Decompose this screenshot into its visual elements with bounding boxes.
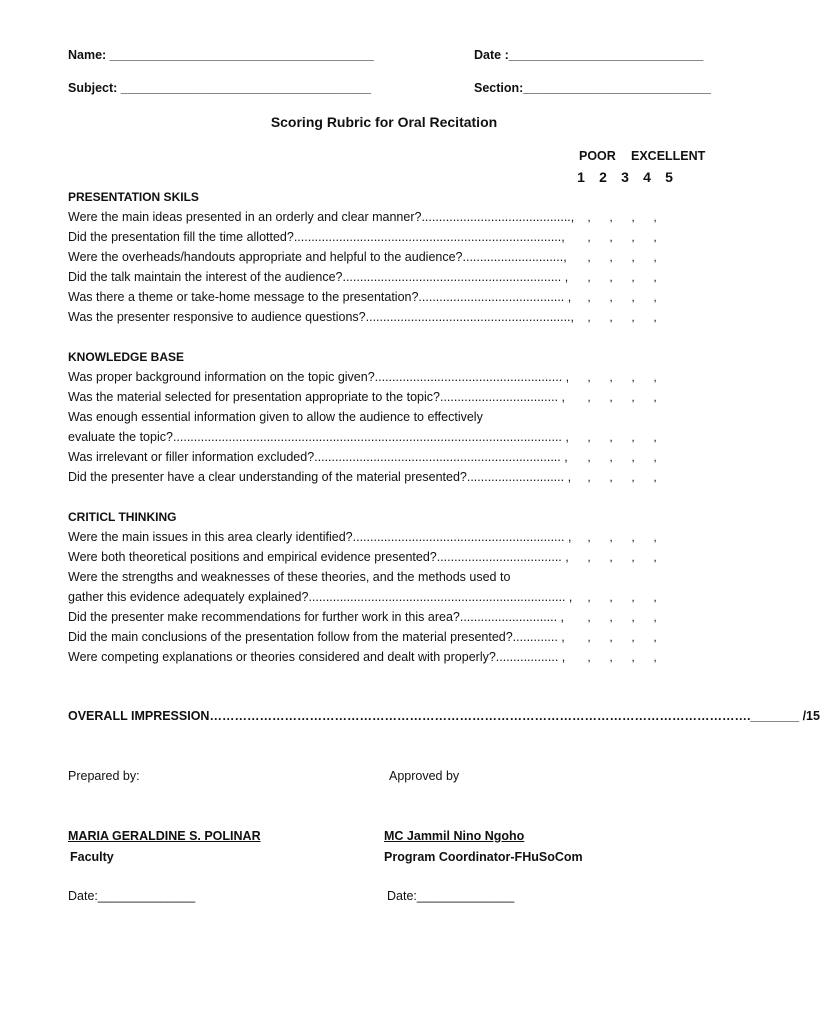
rubric-question: Was there a theme or take-home message to the presentation?.......................................... , — [68, 290, 572, 304]
score-mark[interactable]: , — [653, 290, 657, 304]
rubric-question: Did the presentation fill the time allotted?............................................................................., — [68, 230, 565, 244]
rubric-question: Did the presenter have a clear understanding of the material presented?............................ , — [68, 470, 572, 484]
score-marks[interactable] — [578, 430, 666, 444]
overall-impression: OVERALL IMPRESSION…………………………………………………………………………………………………………………._______ /15 — [68, 709, 820, 723]
score-mark[interactable]: , — [631, 430, 635, 444]
name-field-label: Name: ______________________________________ — [68, 48, 374, 62]
score-mark[interactable]: , — [587, 370, 591, 384]
score-marks[interactable] — [578, 470, 666, 484]
score-mark[interactable]: , — [631, 270, 635, 284]
rubric-question: evaluate the topic?................................................................................................................ , — [68, 430, 569, 444]
score-mark[interactable]: , — [587, 250, 591, 264]
score-marks[interactable] — [578, 290, 666, 304]
score-mark[interactable]: , — [631, 550, 635, 564]
score-mark[interactable]: , — [631, 210, 635, 224]
score-mark[interactable]: , — [587, 210, 591, 224]
approver-date: Date:______________ — [387, 889, 515, 903]
rubric-question: gather this evidence adequately explained?.......................................................................... , — [68, 590, 573, 604]
score-marks[interactable] — [578, 550, 666, 564]
scale-poor-label: POOR — [579, 149, 616, 163]
score-marks[interactable] — [578, 370, 666, 384]
rubric-question: Was irrelevant or filler information excluded?....................................................................... , — [68, 450, 568, 464]
score-marks[interactable] — [578, 630, 666, 644]
score-mark[interactable]: , — [631, 470, 635, 484]
score-mark[interactable]: , — [653, 430, 657, 444]
score-mark[interactable]: , — [587, 450, 591, 464]
score-marks[interactable] — [578, 610, 666, 624]
section-field-label: Section:___________________________ — [474, 81, 712, 95]
score-mark[interactable]: , — [609, 430, 613, 444]
score-mark[interactable]: , — [609, 250, 613, 264]
score-mark[interactable]: , — [609, 630, 613, 644]
score-mark[interactable]: , — [587, 230, 591, 244]
score-marks[interactable] — [578, 530, 666, 544]
rubric-question: Was proper background information on the topic given?...................................................... , — [68, 370, 570, 384]
score-mark[interactable]: , — [587, 390, 591, 404]
score-mark[interactable]: , — [653, 390, 657, 404]
score-marks[interactable] — [578, 230, 666, 244]
score-mark[interactable]: , — [609, 530, 613, 544]
score-marks[interactable] — [578, 270, 666, 284]
score-mark[interactable]: , — [587, 530, 591, 544]
score-marks[interactable] — [578, 590, 666, 604]
score-mark[interactable]: , — [631, 250, 635, 264]
score-mark[interactable]: , — [631, 530, 635, 544]
scale-number: 1 — [577, 169, 585, 185]
prepared-by-label: Prepared by: — [68, 769, 140, 783]
date-field-label: Date :____________________________ — [474, 48, 704, 62]
rubric-question: Was the material selected for presentation appropriate to the topic?.................................. , — [68, 390, 565, 404]
scale-number: 5 — [665, 169, 673, 185]
score-mark[interactable]: , — [653, 590, 657, 604]
preparer-name: MARIA GERALDINE S. POLINAR — [68, 829, 261, 843]
scale-number: 3 — [621, 169, 629, 185]
scale-excellent-label: EXCELLENT — [631, 149, 706, 163]
score-mark[interactable]: , — [587, 650, 591, 664]
approver-role: Program Coordinator-FHuSoCom — [384, 850, 583, 864]
approved-by-label: Approved by — [389, 769, 460, 783]
score-mark[interactable]: , — [653, 230, 657, 244]
score-mark[interactable]: , — [609, 550, 613, 564]
score-mark[interactable]: , — [609, 290, 613, 304]
score-mark[interactable]: , — [653, 650, 657, 664]
score-marks[interactable] — [578, 210, 666, 224]
score-mark[interactable]: , — [631, 450, 635, 464]
score-mark[interactable]: , — [653, 210, 657, 224]
rubric-question: Was enough essential information given to allow the audience to effectively — [68, 410, 483, 424]
rubric-question: Did the talk maintain the interest of the audience?............................................................... , — [68, 270, 569, 284]
scale-numbers — [570, 169, 680, 185]
rubric-question: Were the main ideas presented in an orderly and clear manner?..........................................., — [68, 210, 575, 224]
score-mark[interactable]: , — [609, 370, 613, 384]
score-mark[interactable]: , — [609, 590, 613, 604]
rubric-question: Were the strengths and weaknesses of these theories, and the methods used to — [68, 570, 511, 584]
score-mark[interactable]: , — [587, 430, 591, 444]
score-mark[interactable]: , — [631, 290, 635, 304]
score-marks[interactable] — [578, 650, 666, 664]
rubric-question: Were both theoretical positions and empirical evidence presented?.................................... , — [68, 550, 569, 564]
score-mark[interactable]: , — [653, 610, 657, 624]
page-title: Scoring Rubric for Oral Recitation — [270, 114, 498, 130]
rubric-question: Did the main conclusions of the presentation follow from the material presented?............. , — [68, 630, 565, 644]
score-mark[interactable]: , — [587, 290, 591, 304]
score-marks[interactable] — [578, 250, 666, 264]
score-mark[interactable]: , — [609, 310, 613, 324]
rubric-question: Was the presenter responsive to audience questions?..........................................................., — [68, 310, 575, 324]
score-marks[interactable] — [578, 390, 666, 404]
score-mark[interactable]: , — [631, 650, 635, 664]
score-mark[interactable]: , — [609, 650, 613, 664]
score-mark[interactable]: , — [653, 250, 657, 264]
score-mark[interactable]: , — [631, 310, 635, 324]
score-mark[interactable]: , — [653, 550, 657, 564]
score-mark[interactable]: , — [653, 270, 657, 284]
scale-number: 2 — [599, 169, 607, 185]
score-mark[interactable]: , — [609, 390, 613, 404]
score-mark[interactable]: , — [609, 610, 613, 624]
score-mark[interactable]: , — [653, 310, 657, 324]
score-mark[interactable]: , — [631, 370, 635, 384]
score-mark[interactable]: , — [609, 450, 613, 464]
section-heading: CRITICL THINKING — [68, 510, 177, 524]
score-mark[interactable]: , — [653, 630, 657, 644]
score-mark[interactable]: , — [587, 590, 591, 604]
score-marks[interactable] — [578, 310, 666, 324]
score-mark[interactable]: , — [587, 270, 591, 284]
score-mark[interactable]: , — [631, 590, 635, 604]
score-mark[interactable]: , — [653, 450, 657, 464]
score-mark[interactable]: , — [609, 270, 613, 284]
score-mark[interactable]: , — [587, 550, 591, 564]
approver-name: MC Jammil Nino Ngoho — [384, 829, 525, 843]
score-mark[interactable]: , — [631, 230, 635, 244]
score-marks[interactable] — [578, 450, 666, 464]
rubric-question: Were competing explanations or theories considered and dealt with properly?.................. , — [68, 650, 566, 664]
score-mark[interactable]: , — [609, 470, 613, 484]
score-mark[interactable]: , — [609, 210, 613, 224]
section-heading: KNOWLEDGE BASE — [68, 350, 185, 364]
score-mark[interactable]: , — [609, 230, 613, 244]
score-mark[interactable]: , — [587, 470, 591, 484]
scale-number: 4 — [643, 169, 651, 185]
score-mark[interactable]: , — [587, 630, 591, 644]
score-mark[interactable]: , — [587, 310, 591, 324]
subject-field-label: Subject: ____________________________________ — [68, 81, 372, 95]
score-mark[interactable]: , — [631, 630, 635, 644]
score-mark[interactable]: , — [653, 530, 657, 544]
rubric-question: Were the overheads/handouts appropriate and helpful to the audience?............................., — [68, 250, 567, 264]
score-mark[interactable]: , — [587, 610, 591, 624]
score-mark[interactable]: , — [631, 610, 635, 624]
score-mark[interactable]: , — [653, 370, 657, 384]
preparer-date: Date:______________ — [68, 889, 196, 903]
section-heading: PRESENTATION SKILS — [68, 190, 199, 204]
score-mark[interactable]: , — [653, 470, 657, 484]
rubric-question: Were the main issues in this area clearly identified?............................................................. , — [68, 530, 572, 544]
rubric-question: Did the presenter make recommendations for further work in this area?............................ , — [68, 610, 565, 624]
score-mark[interactable]: , — [631, 390, 635, 404]
preparer-role: Faculty — [70, 850, 114, 864]
